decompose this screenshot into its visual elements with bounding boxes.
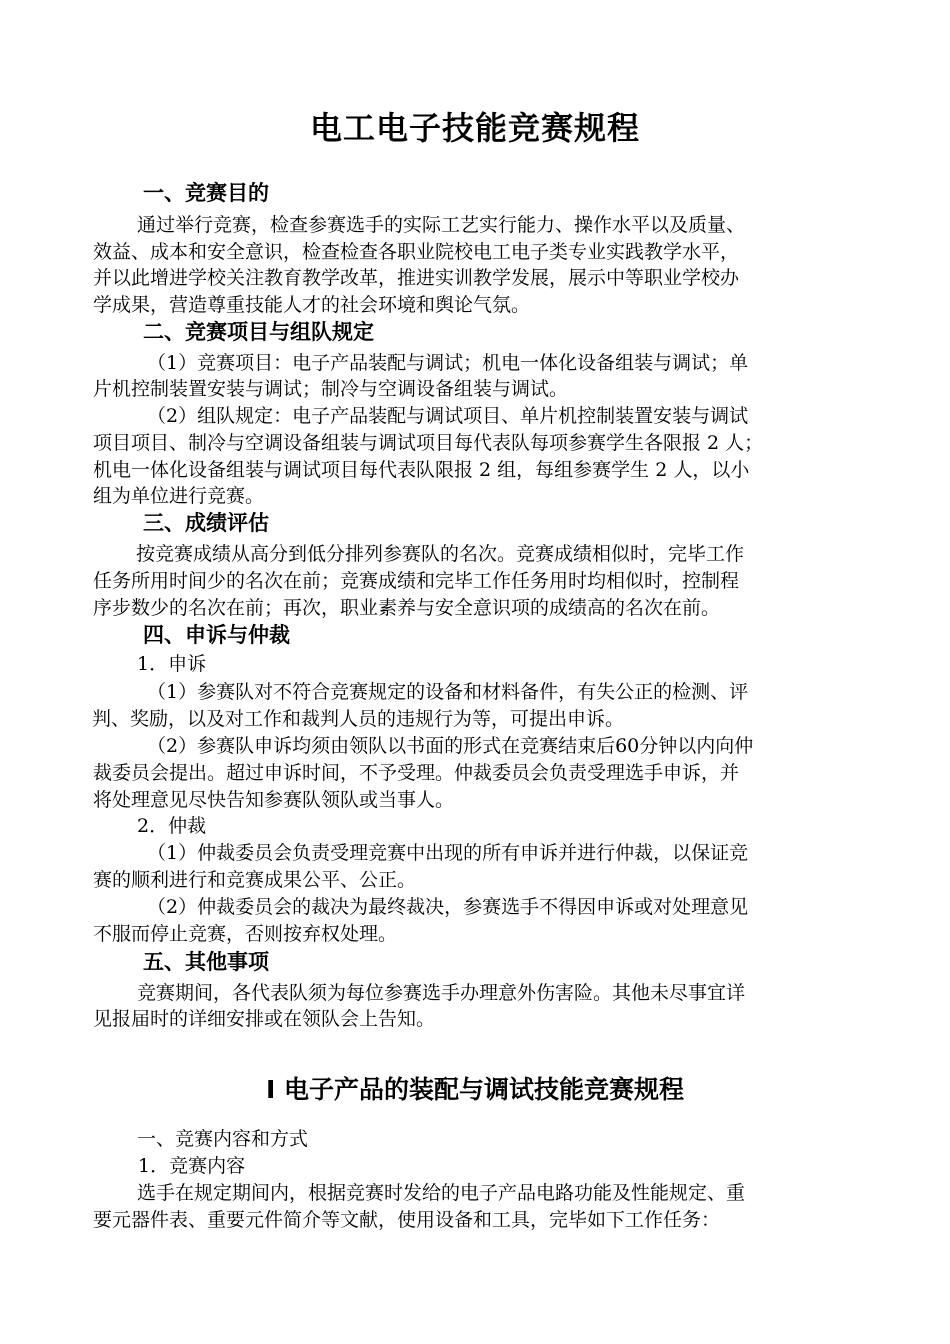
- paragraph-line: 按竞赛成绩从高分到低分排列参赛队的名次。竞赛成绩相似时，完毕工作: [136, 543, 745, 565]
- paragraph-line: （1）参赛队对不符合竞赛规定的设备和材料备件，有失公正的检测、评: [147, 681, 749, 703]
- paragraph-line: 见报届时的详细安排或在领队会上告知。: [93, 1008, 436, 1030]
- paragraph-line: 1．竞赛内容: [138, 1155, 246, 1177]
- paragraph-line: 序步数少的名次在前；再次，职业素养与安全意识项的成绩高的名次在前。: [93, 597, 721, 619]
- paragraph-line: 选手在规定期间内，根据竞赛时发给的电子产品电路功能及性能规定、重: [137, 1182, 746, 1204]
- paragraph-line: 学成果，营造尊重技能人才的社会环境和舆论气氛。: [93, 294, 531, 316]
- paragraph-line: （2）仲裁委员会的裁决为最终裁决，参赛选手不得因申诉或对处理意见: [147, 896, 749, 918]
- paragraph-line: 1．申诉: [137, 653, 207, 675]
- paragraph-line: 赛的顺利进行和竞赛成果公平、公正。: [93, 869, 417, 891]
- paragraph-line: 并以此增进学校关注教育教学改革，推进实训教学发展，展示中等职业学校办: [93, 267, 740, 289]
- paragraph-line: 片机控制装置安装与调试；制冷与空调设备组装与调试。: [93, 378, 569, 400]
- paragraph-line: 不服而停止竞赛，否则按弃权处理。: [93, 923, 398, 945]
- paragraph-line: 竞赛期间，各代表队须为每位参赛选手办理意外伤害险。其他未尽事宜详: [137, 982, 746, 1004]
- paragraph-line: 效益、成本和安全意识，检查检查各职业院校电工电子类专业实践教学水平，: [93, 241, 740, 263]
- paragraph-line: 组为单位进行竞赛。: [93, 485, 265, 507]
- paragraph-line: 机电一体化设备组装与调试项目每代表队限报 2 组，每组参赛学生 2 人，以小: [93, 459, 750, 481]
- section-heading-purpose: 一、竞赛目的: [143, 181, 269, 205]
- paragraph-line: （1）仲裁委员会负责受理竞赛中出现的所有申诉并进行仲裁，以保证竞: [147, 842, 749, 864]
- section-heading-appeal: 四、申诉与仲裁: [143, 623, 290, 647]
- document-title: 电工电子技能竞赛规程: [309, 109, 640, 147]
- paragraph-line: （2）组队规定：电子产品装配与调试项目、单片机控制装置安装与调试: [147, 405, 749, 427]
- paragraph-line: 任务所用时间少的名次在前；竞赛成绩和完毕工作任务用时均相似时，控制程: [93, 570, 740, 592]
- paragraph-line: 将处理意见尽快告知参赛队领队或当事人。: [93, 789, 455, 811]
- section-heading-evaluation: 三、成绩评估: [143, 511, 269, 535]
- paragraph-line: （1）竞赛项目：电子产品装配与调试；机电一体化设备组装与调试；单: [147, 352, 749, 374]
- paragraph-line: 一、竞赛内容和方式: [137, 1128, 309, 1150]
- paragraph-line: 通过举行竞赛，检查参赛选手的实际工艺实行能力、操作水平以及质量、: [137, 214, 746, 236]
- section-heading-other: 五、其他事项: [143, 950, 269, 974]
- paragraph-line: 2．仲裁: [137, 815, 207, 837]
- paragraph-line: 项目项目、制冷与空调设备组装与调试项目每代表队每项参赛学生各限报 2 人；: [93, 432, 764, 454]
- section-heading-projects: 二、竞赛项目与组队规定: [143, 320, 374, 344]
- paragraph-line: 裁委员会提出。超过申诉时间，不予受理。仲裁委员会负责受理选手申诉，并: [93, 762, 740, 784]
- paragraph-line: 要元器件表、重要元件简介等文献，使用设备和工具，完毕如下工作任务：: [93, 1209, 721, 1231]
- part-title: Ⅰ 电子产品的装配与调试技能竞赛规程: [265, 1075, 684, 1104]
- paragraph-line: 判、奖励，以及对工作和裁判人员的违规行为等，可提出申诉。: [92, 708, 625, 730]
- paragraph-line: （2）参赛队申诉均须由领队以书面的形式在竞赛结束后60分钟以内向仲: [147, 735, 754, 757]
